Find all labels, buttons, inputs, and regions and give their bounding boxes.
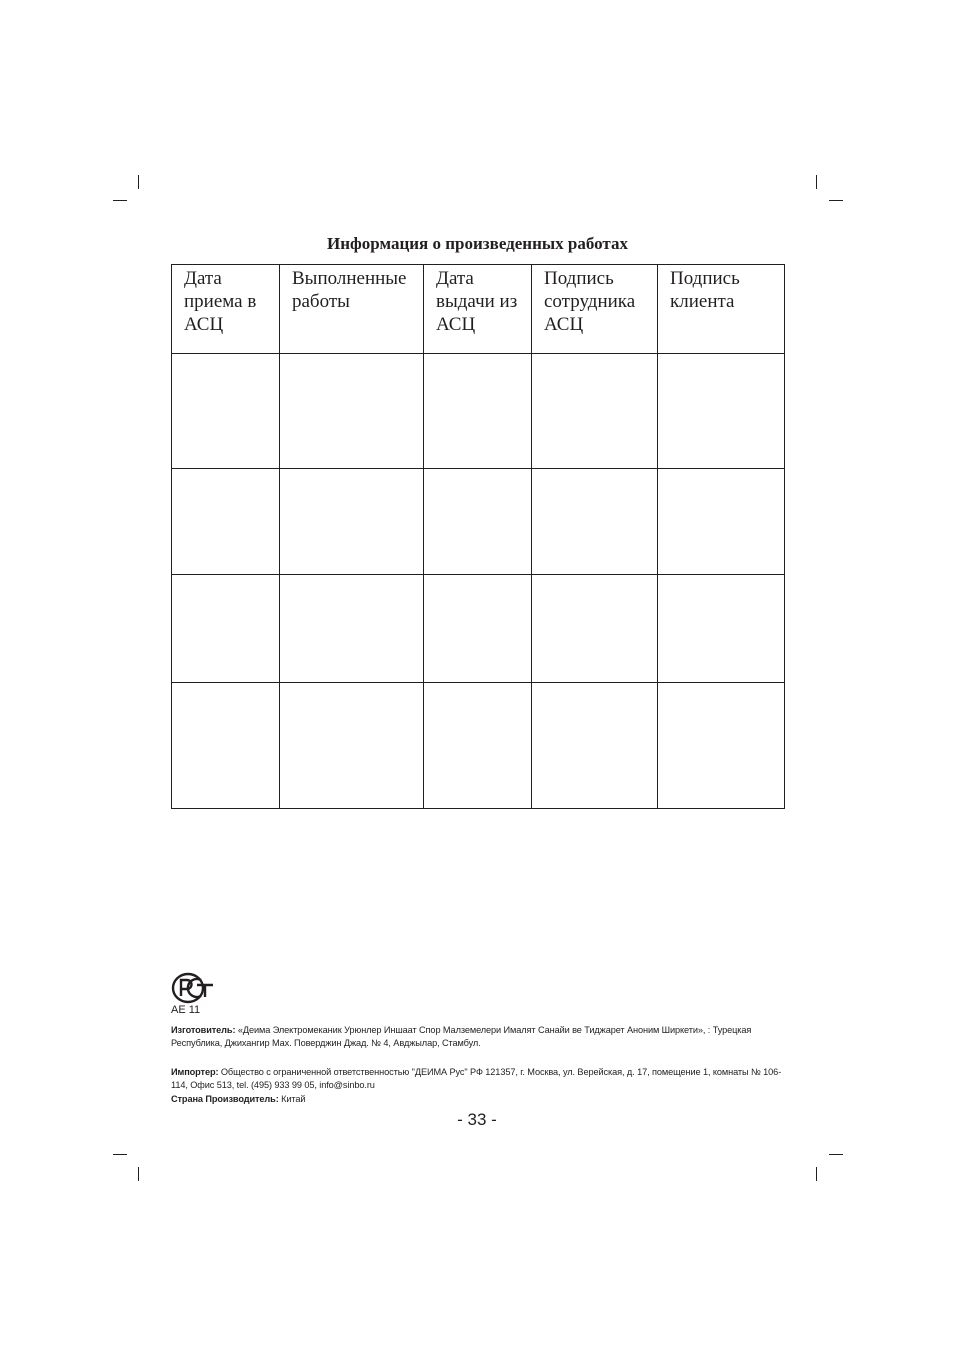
crop-mark-top-left-h [113, 200, 127, 201]
crop-mark-bottom-left-v [138, 1167, 139, 1181]
table-row [172, 469, 785, 575]
table-cell [280, 683, 424, 809]
table-cell [424, 683, 532, 809]
table-cell [172, 683, 280, 809]
header-cell-employee-signature: Подпись сотрудника АСЦ [532, 265, 658, 354]
table-row [172, 683, 785, 809]
crop-mark-top-right-v [816, 175, 817, 189]
table-cell [658, 575, 785, 683]
country-label: Страна Производитель: [171, 1094, 279, 1104]
table-header-row [172, 265, 785, 354]
crop-mark-top-right-h [829, 200, 843, 201]
table-cell [532, 469, 658, 575]
crop-mark-bottom-left-h [113, 1154, 127, 1155]
header-cell-receipt-date: Дата приема в АСЦ [172, 265, 280, 354]
manufacturer-info [171, 1024, 784, 1050]
table-cell [658, 469, 785, 575]
table-cell [172, 354, 280, 469]
crop-mark-bottom-right-h [829, 1154, 843, 1155]
table-cell [424, 575, 532, 683]
importer-label: Импортер: [171, 1067, 219, 1077]
works-table [171, 264, 785, 809]
table-cell [532, 575, 658, 683]
manufacturer-text: «Деима Электромеканик Урюнлер Иншаат Спор Малземелери Ималят Санайи ве Тиджарет Аноним Ширкети», : Турецкая Республика, Джихангир Мах. Поверджин Джад. № 4, Авджылар, Стамбул. [171, 1025, 752, 1048]
table-row [172, 354, 785, 469]
table-cell [172, 575, 280, 683]
header-cell-issue-date: Дата выдачи из АСЦ [424, 265, 532, 354]
manufacturer-label: Изготовитель: [171, 1025, 236, 1035]
table-cell [280, 469, 424, 575]
header-cell-works-done: Выполненные работы [280, 265, 424, 354]
crop-mark-top-left-v [138, 175, 139, 189]
rst-certification-logo [171, 971, 215, 1005]
country-info [171, 1093, 784, 1106]
header-cell-client-signature: Подпись клиента [658, 265, 785, 354]
page-title: Информация о произведенных работах [327, 234, 628, 253]
table-cell [532, 354, 658, 469]
table-cell [280, 354, 424, 469]
table-cell [532, 683, 658, 809]
page-number: - 33 - [457, 1110, 497, 1129]
table-cell [658, 354, 785, 469]
table-cell [280, 575, 424, 683]
certification-code: AE 11 [171, 1004, 201, 1016]
crop-mark-bottom-right-v [816, 1167, 817, 1181]
table-cell [424, 354, 532, 469]
table-cell [658, 683, 785, 809]
country-text: Китай [278, 1094, 306, 1104]
table-cell [172, 469, 280, 575]
table-row [172, 575, 785, 683]
importer-text: Общество с ограниченной ответственностью "ДЕИМА Рус" РФ 121357, г. Москва, ул. Верейская, д. 17, помещение 1, комнаты № 106-114, Офис 513, tel. (495) 933 99 05, info@sinbo.ru [171, 1067, 782, 1090]
table-cell [424, 469, 532, 575]
importer-info [171, 1066, 784, 1092]
